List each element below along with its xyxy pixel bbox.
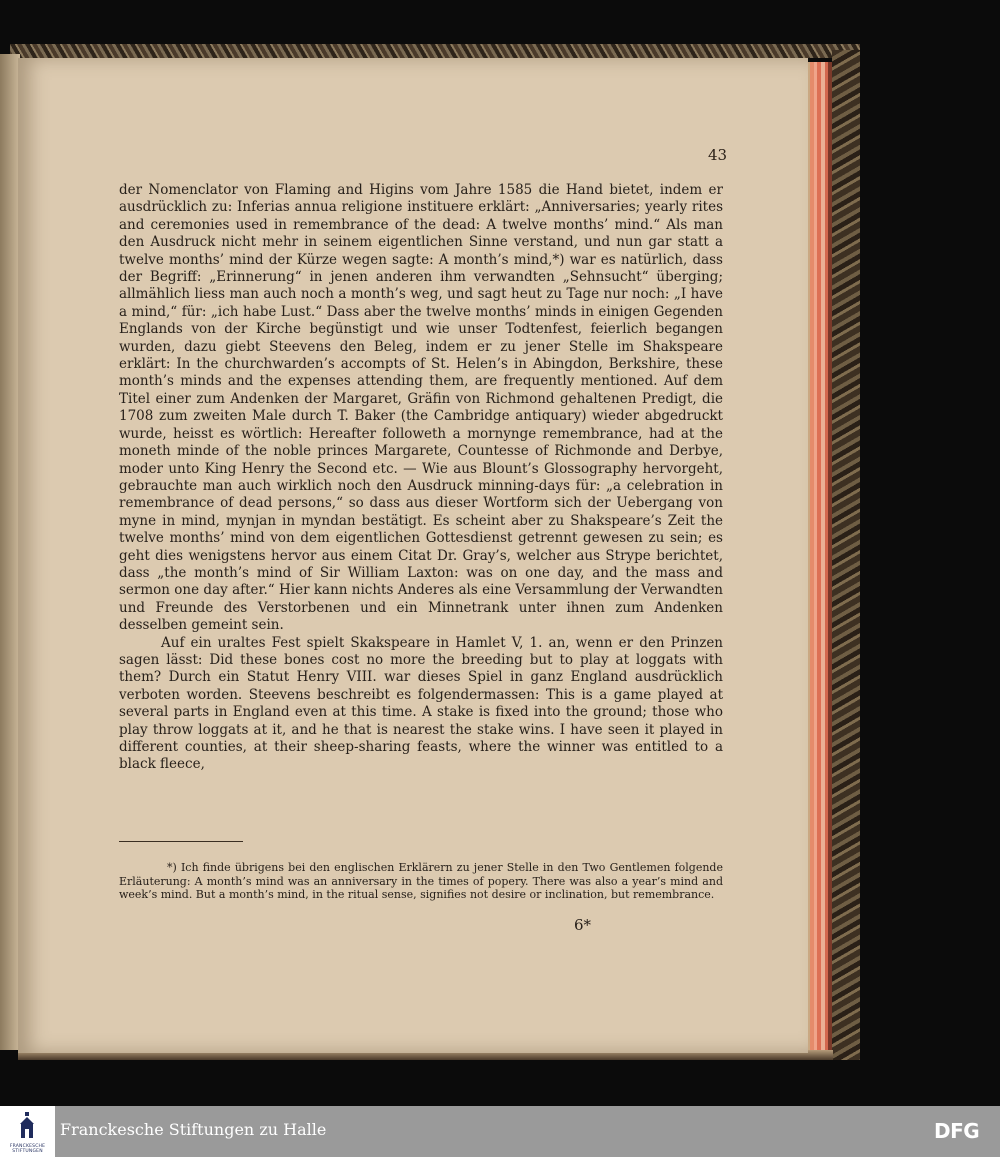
- footnote-text: *) Ich finde übrigens bei den englischen Erklärern zu jener Stelle in den Two Gentlemen folgende Erläuterung: A month’s mind was an anniversary in the times of popery. There was also a year’s mind and week’s mind. But a month’s mind, in the ritual sense, signifies not desire or inclination, but remembrance.: [119, 861, 723, 902]
- marbled-cover-right: [832, 50, 860, 1060]
- page-edges-red: [806, 62, 832, 1056]
- institution-title[interactable]: Franckesche Stiftungen zu Halle: [60, 1120, 327, 1139]
- franckesche-emblem-icon: [17, 1112, 37, 1142]
- book-page: [18, 58, 808, 1053]
- paragraph-1: der Nomenclator von Flaming and Higins vom Jahre 1585 die Hand bietet, indem er ausdrücklich zu: Inferias annua religione instituere erklärt: „Anniversaries; yearly rites and ceremonies used in remembrance of the dead: A twelve months’ mind.“ Als man den Ausdruck nicht mehr in seinem eigentlichen Sinne verstand, und nun gar statt a twelve months’ mind der Kürze wegen sagte: A month’s mind,*) war es natürlich, dass der Begriff: „Erinnerung“ in jenen anderen ihm verwandten „Sehnsucht“ überging; allmählich liess man auch noch a month’s weg, und sagt heut zu Tage nur noch: „I have a mind,“ für: „ich habe Lust.“ Dass aber the twelve months’ minds in einigen Gegenden Englands von der Kirche begünstigt und wie unser Todtenfest, feierlich begangen wurden, dazu giebt Steevens den Beleg, indem er zu jener Stelle im Shakspeare erklärt: In the churchwarden’s accompts of St. Helen’s in Abingdon, Berkshire, these month’s minds and the expenses attending them, are frequently mentioned. Auf dem Titel einer zum Andenken der Margaret, Gräfin von Richmond gehaltenen Predigt, die 1708 zum zweiten Male durch T. Baker (the Cambridge antiquary) wieder abgedruckt wurde, heisst es wörtlich: Hereafter followeth a mornynge remembrance, had at the moneth minde of the noble princes Margarete, Countesse of Richmonde and Derbye, moder unto King Henry the Second etc. — Wie aus Blount’s Glossography hervorgeht, gebrauchte man auch wirklich noch den Ausdruck minning-days für: „a celebration in remembrance of dead persons,“ so dass aus dieser Wortform sich der Uebergang von myne in mind, mynjan in myndan bestätigt. Es scheint aber zu Shakspeare’s Zeit the twelve months’ mind von dem eigentlichen Gottesdienst getrennt gewesen zu sein; es geht dies wenigstens hervor aus einem Citat Dr. Gray’s, welcher aus Strype berichtet, dass „the month’s mind of Sir William Laxton: was on one day, and the mass and sermon one day after.“ Hier kann nichts Anderes als eine Versammlung der Verwandten und Freunde des Verstorbenen und ein Minnetrank unter ihnen zum Andenken desselben gemeint sein.: [119, 182, 723, 634]
- footnote: [119, 861, 723, 902]
- footer-bar: [0, 1106, 1000, 1157]
- book-scan: [0, 44, 862, 1064]
- page-number: 43: [708, 146, 728, 164]
- dfg-logo[interactable]: DFG: [934, 1119, 980, 1143]
- franckesche-logo[interactable]: [0, 1106, 55, 1157]
- signature-mark: 6*: [574, 916, 592, 934]
- marbled-cover-top: [10, 44, 860, 58]
- paragraph-2: Auf ein uraltes Fest spielt Skakspeare in Hamlet V, 1. an, wenn er den Prinzen sagen lässt: Did these bones cost no more the breeding but to play at loggats with them? Durch ein Statut Henry VIII. war dieses Spiel in ganz England ausdrücklich verboten worden. Steevens beschreibt es folgendermassen: This is a game played at several parts in England even at this time. A stake is fixed into the ground; those who play throw loggats at it, and he that is nearest the stake wins. I have seen it played in different counties, at their sheep-sharing feasts, where the winner was entitled to a black fleece,: [119, 634, 723, 773]
- footnote-divider: [119, 841, 243, 842]
- logo-label: FRANCKESCHE STIFTUNGEN: [9, 1144, 46, 1154]
- main-text: [119, 182, 723, 774]
- left-page-edge: [0, 54, 20, 1050]
